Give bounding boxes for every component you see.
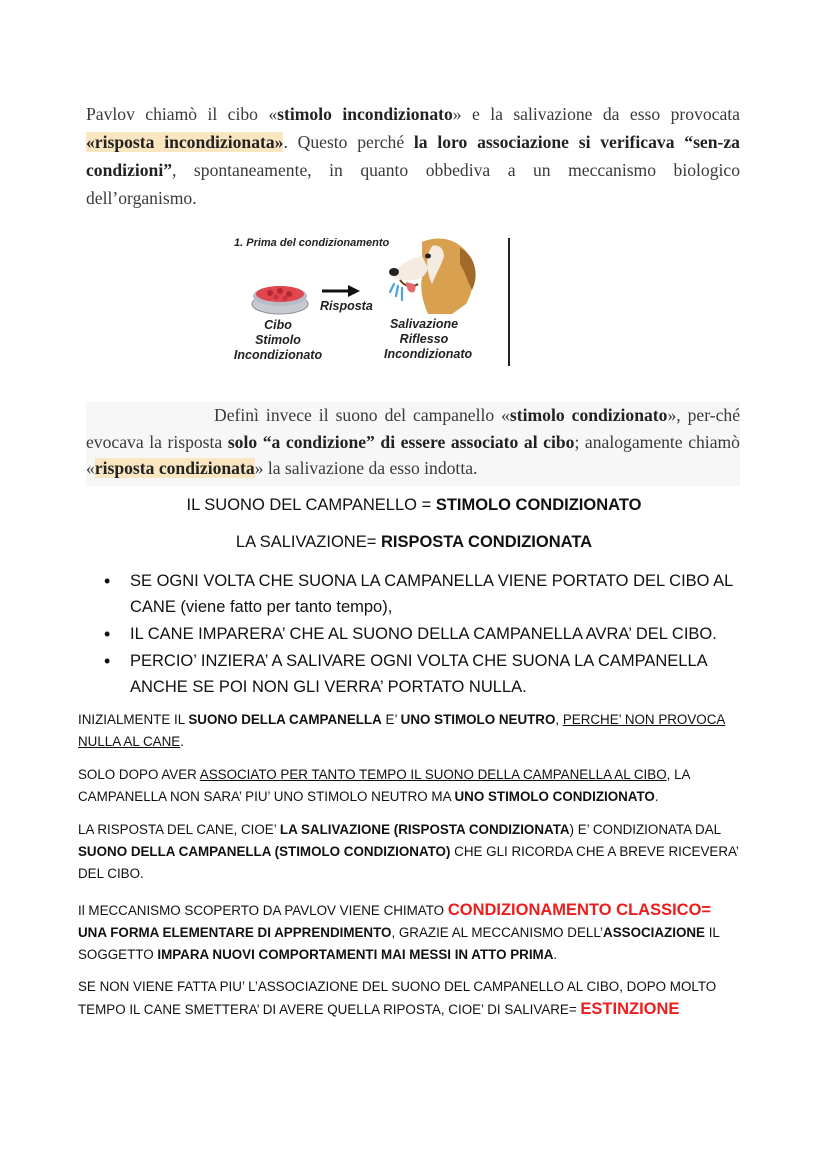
bold-term: SUONO DELLA CAMPANELLA bbox=[188, 712, 382, 727]
text: Definì invece il suono del campanello « bbox=[214, 405, 510, 425]
text: IL SUONO DEL CAMPANELLO = bbox=[186, 496, 436, 514]
caption-line: Salivazione bbox=[389, 317, 459, 331]
bold-term: STIMOLO CONDIZIONATO bbox=[435, 496, 642, 514]
figure-divider bbox=[508, 238, 510, 366]
textbook-paragraph-2 bbox=[86, 402, 740, 486]
arrow-label: Risposta bbox=[320, 299, 373, 313]
right-arrow-icon bbox=[320, 285, 360, 297]
text: CHE GLI RICORDA CHE A BREVE RICEVERA’ DEL CIBO. bbox=[78, 844, 739, 881]
text: . Questo perché bbox=[283, 132, 414, 152]
text: . bbox=[180, 734, 184, 749]
text: Il MECCANISMO SCOPERTO DA PAVLOV VIENE CHIMATO bbox=[78, 903, 448, 918]
caption-line: Incondizionato bbox=[384, 347, 473, 361]
red-term-estinzione: ESTINZIONE bbox=[580, 1000, 680, 1018]
note-paragraph-2 bbox=[78, 764, 758, 808]
list-item-text: PERCIO’ INZIERA’ A SALIVARE OGNI VOLTA CHE SUONA LA CAMPANELLA ANCHE SE POI NON GLI VERRA’ PORTATO NULLA. bbox=[130, 652, 707, 696]
dog-icon bbox=[382, 234, 482, 316]
bold-phrase: solo “a condizione” di essere associato al cibo bbox=[227, 431, 575, 452]
definition-line-stimolo bbox=[0, 496, 828, 515]
term-stimolo-incondizionato: stimolo incondizionato bbox=[277, 104, 453, 124]
list-item bbox=[104, 621, 744, 647]
text: INIZIALMENTE IL bbox=[78, 712, 189, 727]
bullet-icon: • bbox=[104, 651, 111, 671]
note-paragraph-1 bbox=[78, 709, 758, 753]
red-term-condizionamento-classico: CONDIZIONAMENTO CLASSICO= bbox=[447, 901, 712, 919]
bold-term: UNO STIMOLO NEUTRO bbox=[400, 712, 556, 727]
highlight-risposta-condizionata: risposta condizionata bbox=[94, 458, 255, 478]
bullet-icon: • bbox=[104, 571, 111, 591]
text: , bbox=[555, 712, 563, 727]
list-item bbox=[104, 568, 744, 620]
caption-line: Riflesso bbox=[399, 332, 449, 346]
text: SOLO DOPO AVER bbox=[78, 767, 200, 782]
text: , LA CAMPANELLA NON SARA’ PIU’ UNO STIMOLO NEUTRO MA bbox=[78, 767, 690, 804]
text: SE NON VIENE FATTA PIU’ L’ASSOCIAZIONE DEL SUONO DEL CAMPANELLO AL CIBO, DOPO MOLTO TEMPO IL CANE SMETTERA’ DI AVERE QUELLA RIPOSTA, CIOE’ DI SALIVARE= bbox=[78, 979, 717, 1017]
bold-term: SUONO DELLA CAMPANELLA (STIMOLO CONDIZIONATO) bbox=[78, 844, 451, 859]
text: , spontaneamente, in quanto obbediva a un meccanismo biologico dell’organismo. bbox=[86, 160, 740, 208]
caption-line: Incondizionato bbox=[233, 348, 323, 362]
underlined-phrase: PERCHE’ NON PROVOCA NULLA AL CANE bbox=[78, 712, 726, 749]
text: E’ bbox=[381, 712, 401, 727]
text: LA SALIVAZIONE= bbox=[235, 533, 381, 551]
text: . bbox=[553, 947, 558, 962]
caption-line: Cibo bbox=[264, 318, 292, 332]
text: ) E’ CONDIZIONATA DAL bbox=[569, 822, 721, 837]
text: LA RISPOSTA DEL CANE, CIOE’ bbox=[78, 822, 280, 837]
note-paragraph-4 bbox=[78, 899, 758, 966]
note-paragraph-5 bbox=[78, 976, 758, 1021]
underlined-phrase: ASSOCIATO PER TANTO TEMPO IL SUONO DELLA CAMPANELLA AL CIBO bbox=[199, 767, 667, 782]
figure-left-caption bbox=[232, 318, 324, 363]
bold-term: UNO STIMOLO CONDIZIONATO bbox=[454, 789, 655, 804]
text: . bbox=[654, 789, 659, 804]
text: ; analogamente chiamò « bbox=[86, 431, 740, 478]
text: » e la salivazione da esso provocata bbox=[452, 104, 740, 124]
list-item bbox=[104, 648, 744, 700]
bold-term: RISPOSTA CONDIZIONATA bbox=[380, 533, 593, 551]
bullet-list bbox=[104, 568, 744, 701]
definition-line-risposta bbox=[0, 533, 828, 552]
text: IL SOGGETTO bbox=[78, 925, 720, 962]
conditioning-figure bbox=[232, 232, 512, 370]
highlight-risposta-incondizionata: «risposta incondizionata» bbox=[86, 132, 284, 152]
note-paragraph-3 bbox=[78, 819, 758, 885]
bullet-icon: • bbox=[104, 624, 111, 644]
list-item-text: SE OGNI VOLTA CHE SUONA LA CAMPANELLA VIENE PORTATO DEL CIBO AL CANE (viene fatto per tanto tempo), bbox=[130, 572, 733, 616]
bold-term: IMPARA NUOVI COMPORTAMENTI MAI MESSI IN ATTO PRIMA bbox=[157, 947, 554, 962]
text: Pavlov chiamò il cibo « bbox=[86, 104, 278, 124]
food-dish-icon bbox=[250, 280, 310, 316]
caption-line: Stimolo bbox=[255, 333, 301, 347]
textbook-paragraph-1 bbox=[86, 100, 740, 212]
term-stimolo-condizionato: stimolo condizionato bbox=[509, 405, 668, 425]
bold-term: ASSOCIAZIONE bbox=[603, 925, 705, 940]
text: » la salivazione da esso indotta. bbox=[254, 458, 478, 478]
text: , GRAZIE AL MECCANISMO DELL’ bbox=[391, 925, 604, 940]
list-item-text: IL CANE IMPARERA’ CHE AL SUONO DELLA CAMPANELLA AVRA’ DEL CIBO. bbox=[130, 625, 717, 643]
bold-term: UNA FORMA ELEMENTARE DI APPRENDIMENTO bbox=[78, 925, 392, 940]
text: », per-ché evocava la risposta bbox=[86, 405, 740, 452]
figure-right-caption bbox=[384, 317, 473, 362]
figure-title: 1. Prima del condizionamento bbox=[234, 237, 390, 249]
bold-term: LA SALIVAZIONE (RISPOSTA CONDIZIONATA bbox=[279, 822, 570, 837]
bold-phrase: la loro associazione si verificava “sen-za condizioni” bbox=[86, 132, 740, 180]
